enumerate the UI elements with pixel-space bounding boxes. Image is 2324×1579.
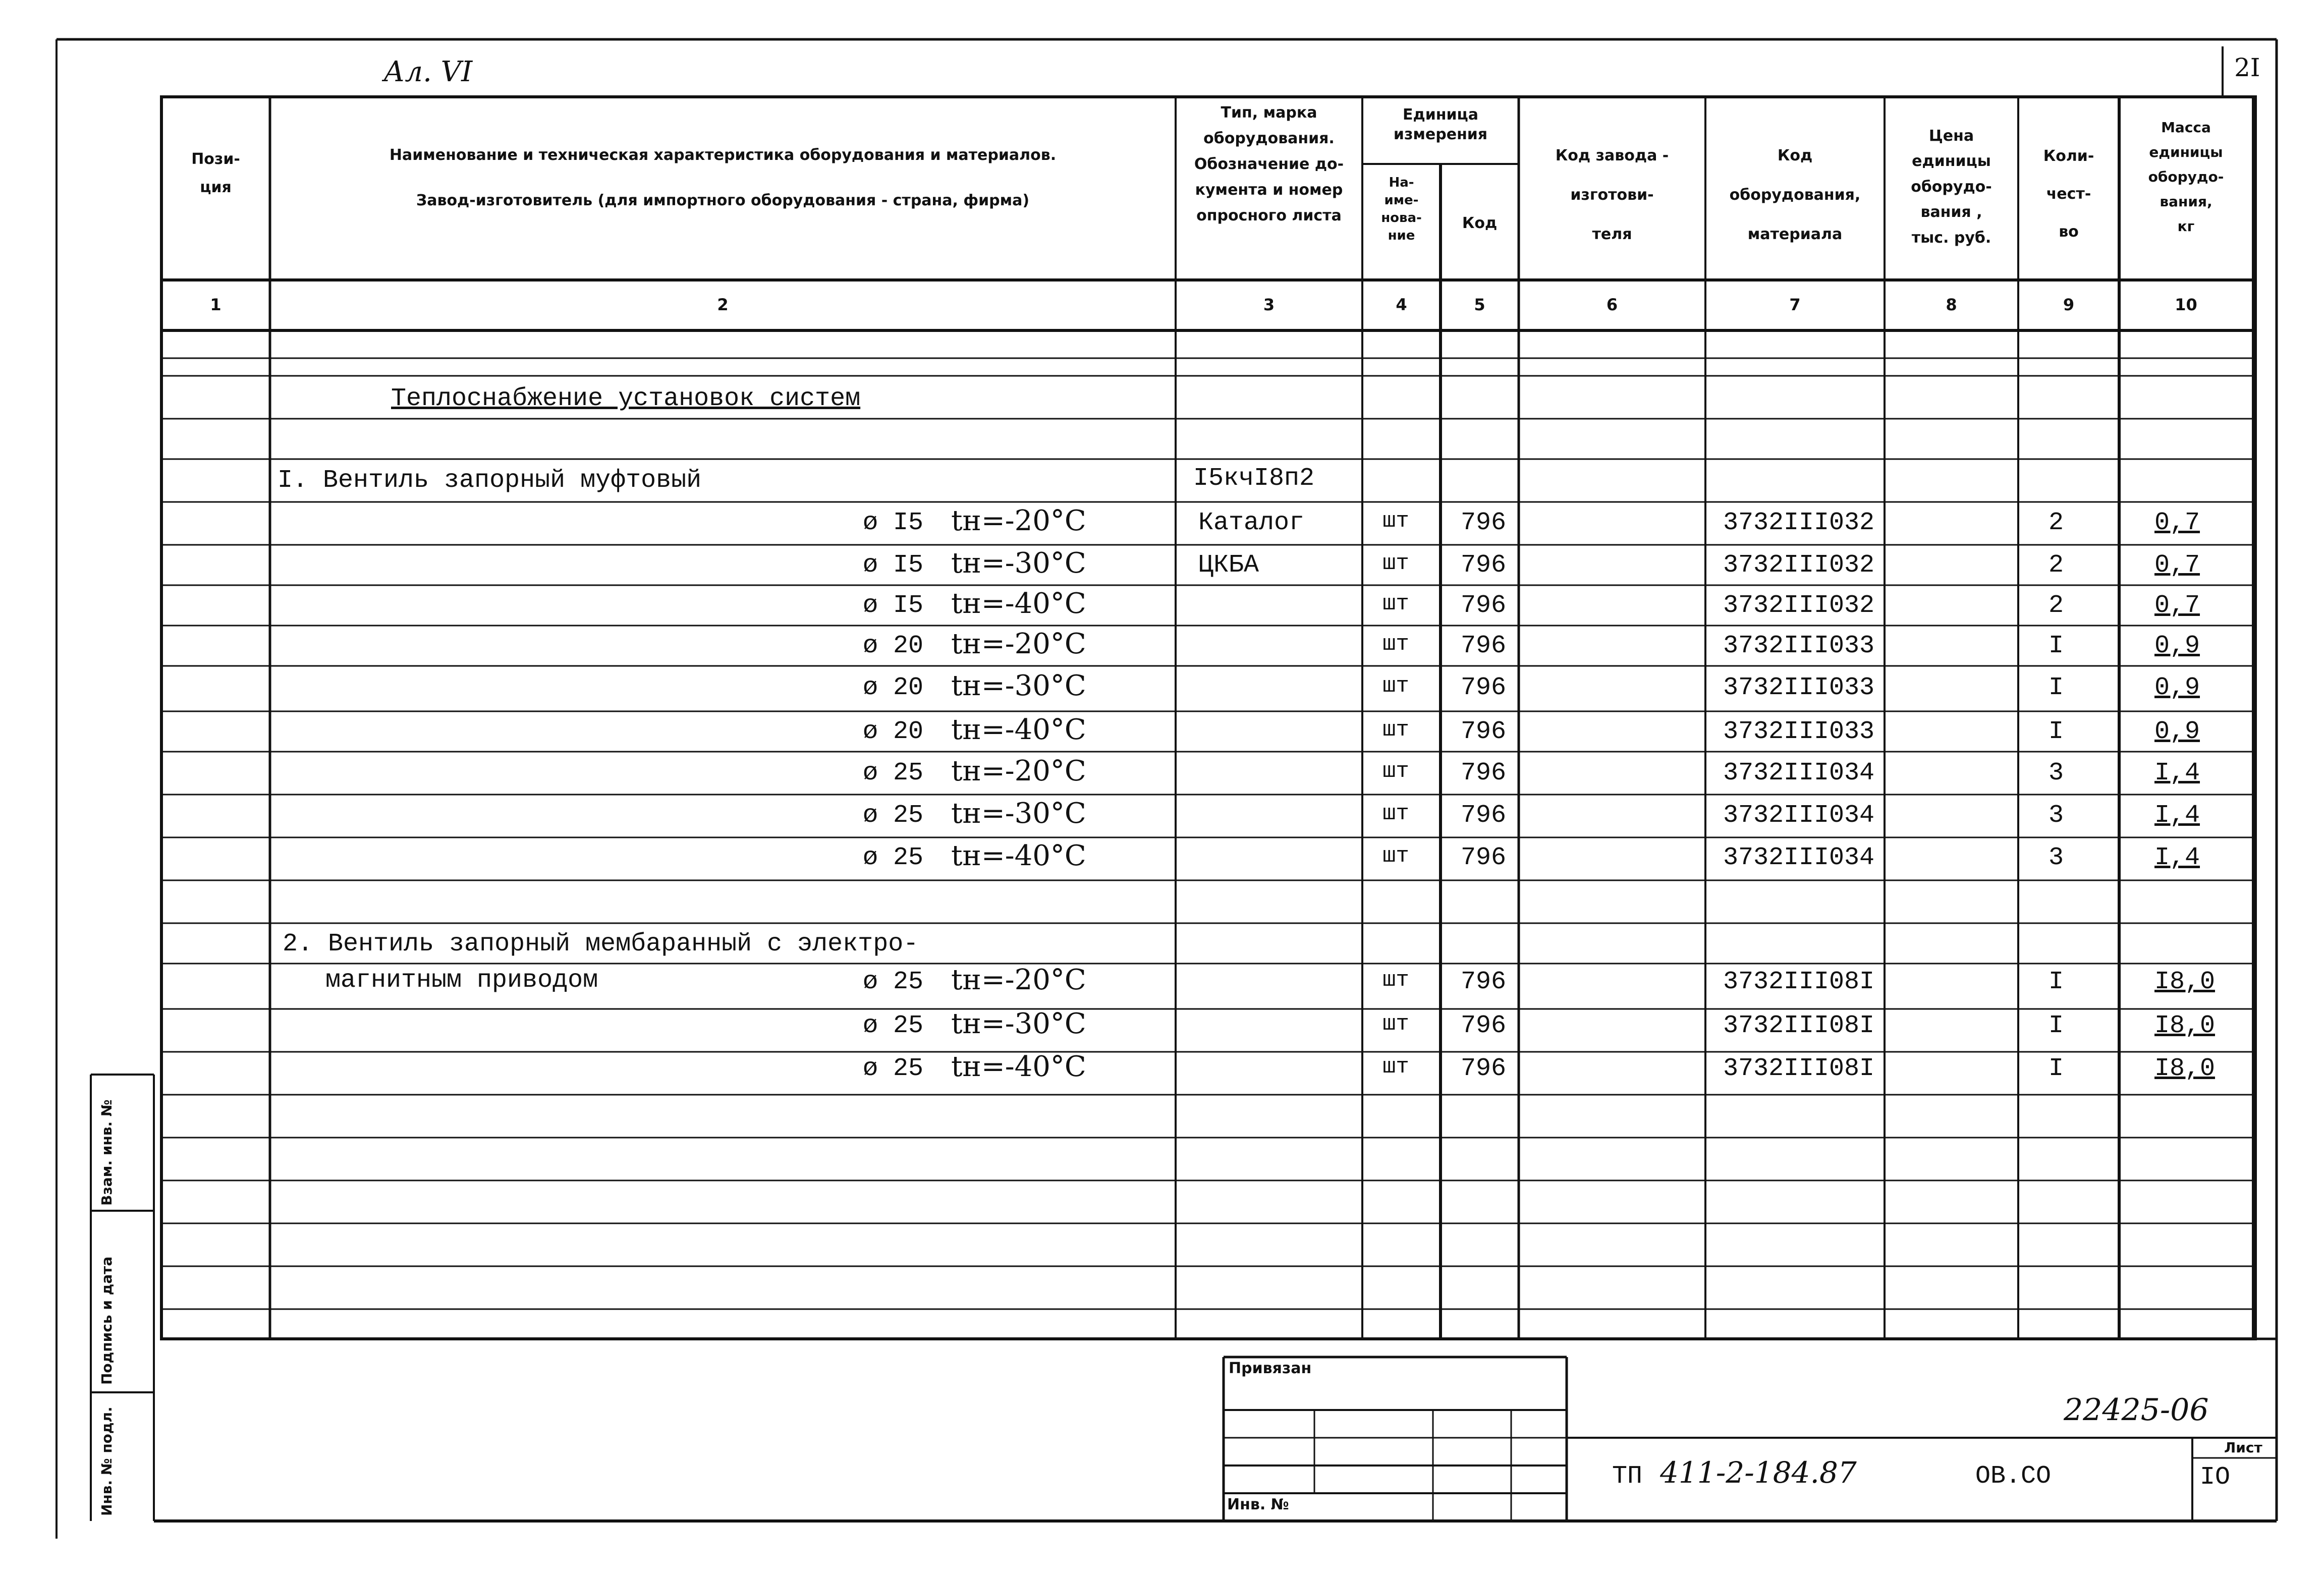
row-quantity: I [2049, 673, 2064, 702]
row-quantity: I [2049, 632, 2064, 660]
archive-number: 22425-06 [2064, 1392, 2209, 1428]
row-mass: 0,7 [2154, 509, 2200, 537]
column-number-10: 10 [2175, 295, 2197, 314]
row-unit-code: 796 [1461, 551, 1507, 580]
row-unit-code: 796 [1461, 801, 1507, 830]
row-mass: I,4 [2154, 759, 2200, 787]
row-unit-code: 796 [1461, 673, 1507, 702]
column-number-9: 9 [2063, 295, 2075, 314]
row-unit-code: 796 [1461, 1011, 1507, 1040]
row-quantity: I [2049, 1011, 2064, 1040]
row-unit: шт [1382, 673, 1409, 699]
row-diameter: ø 20 [863, 717, 924, 746]
row-temperature: tн=-40°С [951, 839, 1086, 872]
row-mass: I,4 [2154, 801, 2200, 830]
row-quantity: 3 [2049, 759, 2064, 787]
row-temperature: tн=-20°С [951, 964, 1086, 996]
item2-title-line2: магнитным приводом [325, 966, 598, 995]
row-diameter: ø 20 [863, 632, 924, 660]
row-temperature: tн=-40°С [951, 713, 1086, 746]
row-equipment-code: 3732III08I [1723, 1011, 1875, 1040]
item1-type: I5кчI8п2 [1193, 464, 1315, 493]
column-number-4: 4 [1396, 295, 1407, 314]
section-title: Теплоснабжение установок систем [391, 384, 861, 413]
column-number-2: 2 [717, 295, 729, 314]
column-number-7: 7 [1789, 295, 1801, 314]
row-unit: шт [1382, 551, 1409, 576]
side-label-vzam: Взам. инв. № [98, 1099, 115, 1206]
row-unit-code: 796 [1461, 843, 1507, 872]
row-unit: шт [1382, 801, 1409, 826]
header-position: Пози- ция [191, 150, 240, 196]
row-equipment-code: 3732III08I [1723, 1054, 1875, 1083]
row-diameter: ø 25 [863, 843, 924, 872]
side-label-podpis: Подпись и дата [98, 1256, 115, 1385]
row-quantity: I [2049, 968, 2064, 996]
header-name-line1: Наименование и техническая характеристика оборудования и материалов. [389, 146, 1057, 164]
row-unit: шт [1382, 1011, 1409, 1037]
header-price: Цена единицы оборудо- вания , тыс. руб. [1911, 127, 1992, 247]
row-mass: 0,7 [2154, 591, 2200, 620]
row-mass: 0,9 [2154, 673, 2200, 702]
row-quantity: 2 [2049, 551, 2064, 580]
row-equipment-code: 3732III034 [1723, 801, 1875, 830]
row-mass: 0,7 [2154, 551, 2200, 580]
row-diameter: ø I5 [863, 509, 924, 537]
header-unit-name: На- име- нова- ние [1381, 175, 1422, 244]
row-equipment-code: 3732III032 [1723, 591, 1875, 620]
stamp-privyazan: Привязан [1229, 1360, 1312, 1377]
row-mass: 0,9 [2154, 717, 2200, 746]
row-equipment-code: 3732III033 [1723, 717, 1875, 746]
header-mass: Масса единицы оборудо- вания, кг [2148, 119, 2224, 235]
doc-code: 411-2-184.87 [1660, 1455, 1857, 1490]
header-equip-code: Код оборудования, материала [1729, 147, 1861, 243]
row-unit-code: 796 [1461, 591, 1507, 620]
row-diameter: ø 25 [863, 1011, 924, 1040]
header-qty: Коли- чест- во [2043, 147, 2094, 241]
row-temperature: tн=-40°С [951, 587, 1086, 620]
row-mass: 0,9 [2154, 632, 2200, 660]
row-temperature: tн=-30°С [951, 797, 1086, 830]
row-equipment-code: 3732III032 [1723, 551, 1875, 580]
row-unit: шт [1382, 717, 1409, 743]
row-unit: шт [1382, 843, 1409, 869]
row-quantity: 3 [2049, 843, 2064, 872]
column-number-3: 3 [1263, 295, 1275, 314]
row-equipment-code: 3732III034 [1723, 759, 1875, 787]
row-diameter: ø 25 [863, 1054, 924, 1083]
row-diameter: ø 25 [863, 801, 924, 830]
column-number-8: 8 [1946, 295, 1957, 314]
row-temperature: tн=-20°С [951, 628, 1086, 660]
header-plant-code: Код завода - изготови- теля [1555, 147, 1669, 243]
column-number-5: 5 [1474, 295, 1485, 314]
row-document: Каталог [1198, 509, 1305, 537]
row-unit: шт [1382, 1054, 1409, 1080]
row-temperature: tн=-30°С [951, 1007, 1086, 1040]
row-temperature: tн=-40°С [951, 1050, 1086, 1083]
column-number-1: 1 [210, 295, 222, 314]
row-document: ЦКБА [1198, 551, 1259, 580]
row-diameter: ø 25 [863, 759, 924, 787]
row-temperature: tн=-20°С [951, 755, 1086, 787]
row-unit: шт [1382, 968, 1409, 993]
doc-code-prefix: ТП [1612, 1462, 1643, 1491]
row-quantity: I [2049, 1054, 2064, 1083]
row-equipment-code: 3732III032 [1723, 509, 1875, 537]
row-quantity: I [2049, 717, 2064, 746]
row-quantity: 2 [2049, 591, 2064, 620]
row-equipment-code: 3732III034 [1723, 843, 1875, 872]
row-quantity: 2 [2049, 509, 2064, 537]
row-mass: I8,0 [2154, 968, 2216, 996]
row-unit-code: 796 [1461, 968, 1507, 996]
row-diameter: ø 20 [863, 673, 924, 702]
row-unit-code: 796 [1461, 1054, 1507, 1083]
row-quantity: 3 [2049, 801, 2064, 830]
stamp-inv-no: Инв. № [1227, 1496, 1289, 1513]
side-label-inv-podl: Инв. № подл. [98, 1406, 115, 1516]
item2-title-line1: 2. Вентиль запорный мембаранный с электро- [283, 930, 919, 958]
row-diameter: ø 25 [863, 968, 924, 996]
item1-title: I. Вентиль запорный муфтовый [278, 466, 702, 495]
header-name-line2: Завод-изготовитель (для импортного оборудования - страна, фирма) [416, 192, 1030, 209]
row-diameter: ø I5 [863, 591, 924, 620]
row-unit: шт [1382, 759, 1409, 784]
row-mass: I,4 [2154, 843, 2200, 872]
row-unit-code: 796 [1461, 632, 1507, 660]
row-unit: шт [1382, 509, 1409, 534]
sheet-number: IO [2200, 1463, 2231, 1492]
row-temperature: tн=-20°С [951, 504, 1086, 537]
row-temperature: tн=-30°С [951, 669, 1086, 702]
row-temperature: tн=-30°С [951, 547, 1086, 580]
row-equipment-code: 3732III08I [1723, 968, 1875, 996]
page-corner-number: 2I [2234, 53, 2260, 82]
row-unit-code: 796 [1461, 759, 1507, 787]
header-unit-code: Код [1462, 214, 1498, 232]
column-number-6: 6 [1606, 295, 1618, 314]
header-unit: Единица измерения [1393, 106, 1488, 143]
header-type: Тип, марка оборудования. Обозначение до- кумента и номер опросного листа [1194, 104, 1344, 224]
top-left-mark: Ал. VI [383, 55, 473, 88]
row-mass: I8,0 [2154, 1011, 2216, 1040]
row-unit: шт [1382, 591, 1409, 616]
row-mass: I8,0 [2154, 1054, 2216, 1083]
row-equipment-code: 3732III033 [1723, 632, 1875, 660]
row-unit: шт [1382, 632, 1409, 657]
row-diameter: ø I5 [863, 551, 924, 580]
row-equipment-code: 3732III033 [1723, 673, 1875, 702]
row-unit-code: 796 [1461, 717, 1507, 746]
row-unit-code: 796 [1461, 509, 1507, 537]
sheet-label: Лист [2224, 1439, 2262, 1456]
doc-suffix: ОВ.СО [1975, 1462, 2052, 1491]
